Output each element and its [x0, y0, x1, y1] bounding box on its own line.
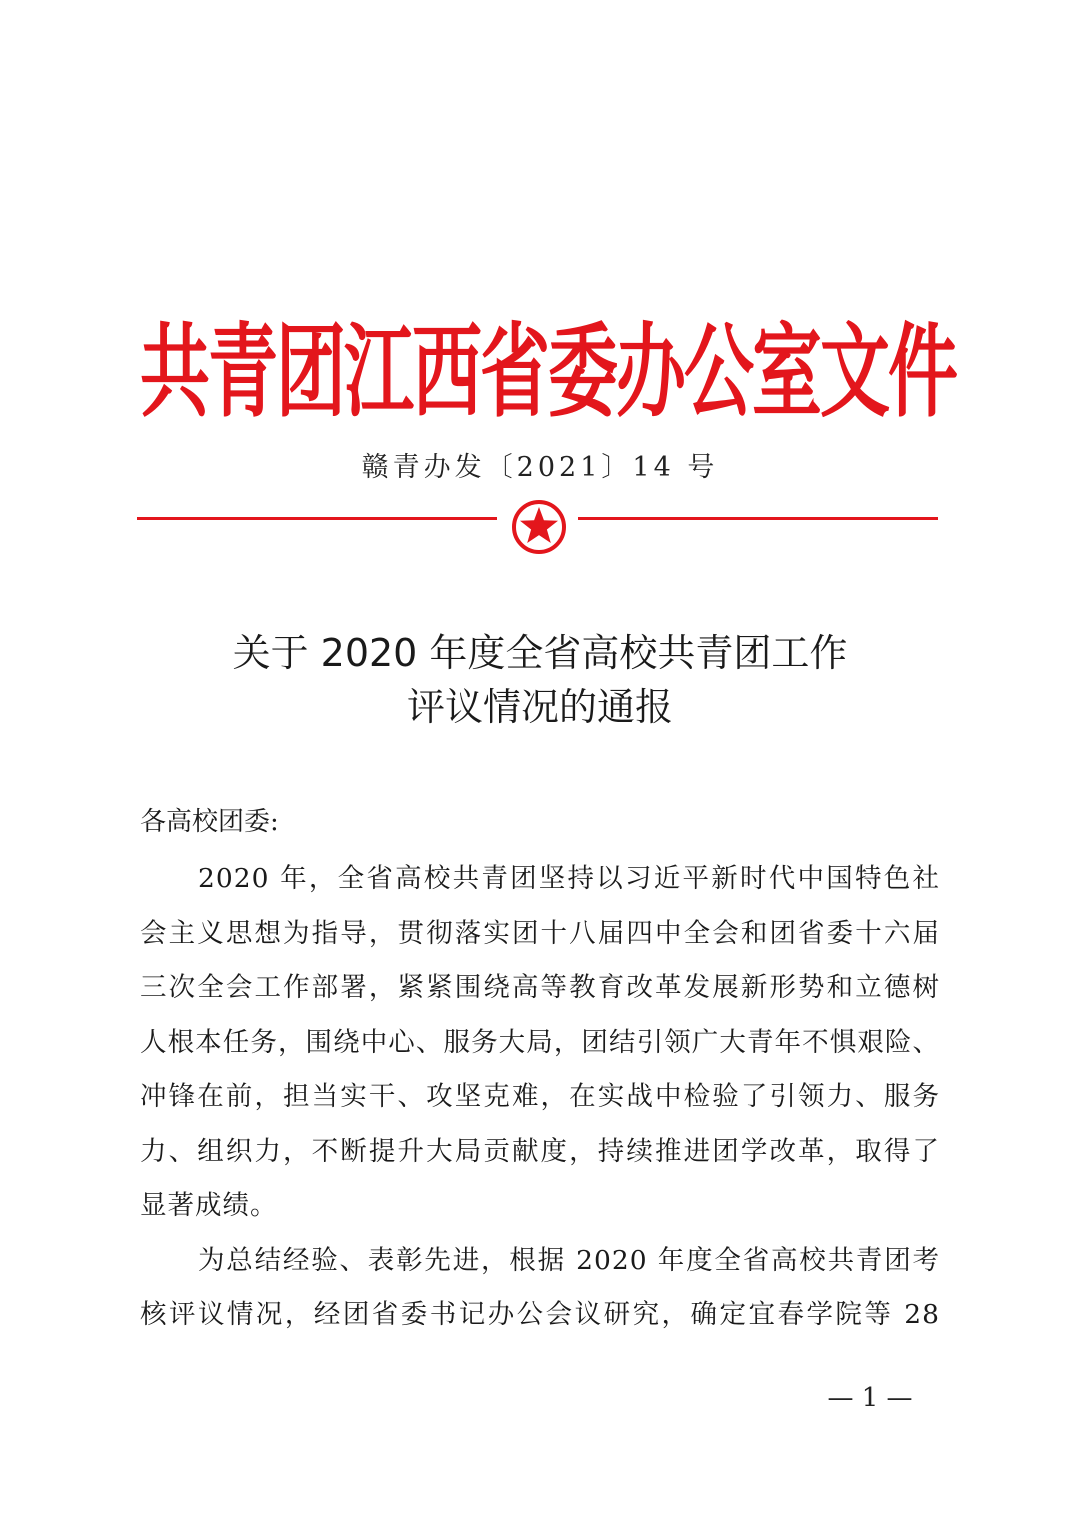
- notice-title: [140, 626, 940, 734]
- body-line: 人根本任务，围绕中心、服务大局，团结引领广大青年不惧艰险、: [140, 1026, 940, 1058]
- document-number: 赣青办发〔2021〕14 号: [361, 452, 719, 483]
- masthead-title: 共青团江西省委办公室文件: [140, 312, 956, 432]
- title-line-2: 评议情况的通报: [406, 685, 673, 729]
- body-line: 力、组织力，不断提升大局贡献度，持续推进团学改革，取得了: [140, 1135, 940, 1167]
- body-line: 三次全会工作部署，紧紧围绕高等教育改革发展新形势和立德树: [140, 972, 940, 1003]
- body-line: 为总结经验、表彰先进，根据 2020 年度全省高校共青团考: [198, 1244, 940, 1276]
- page-number: — 1 —: [827, 1383, 913, 1413]
- body-text: [140, 852, 940, 1343]
- title-line-1: 关于 2020 年度全省高校共青团工作: [232, 631, 848, 675]
- body-line: 2020 年，全省高校共青团坚持以习近平新时代中国特色社: [198, 863, 940, 894]
- red-star-emblem-icon: [510, 498, 568, 556]
- header-rule-left: [137, 517, 497, 520]
- salutation: 各高校团委:: [140, 807, 279, 837]
- header-rule-right: [578, 517, 938, 520]
- body-line: 冲锋在前，担当实干、攻坚克难，在实战中检验了引领力、服务: [140, 1081, 940, 1112]
- body-line: 核评议情况，经团省委书记办公会议研究，确定宜春学院等 28: [140, 1299, 940, 1330]
- body-line: 会主义思想为指导，贯彻落实团十八届四中全会和团省委十六届: [140, 917, 940, 949]
- body-line: 显著成绩。: [140, 1190, 278, 1221]
